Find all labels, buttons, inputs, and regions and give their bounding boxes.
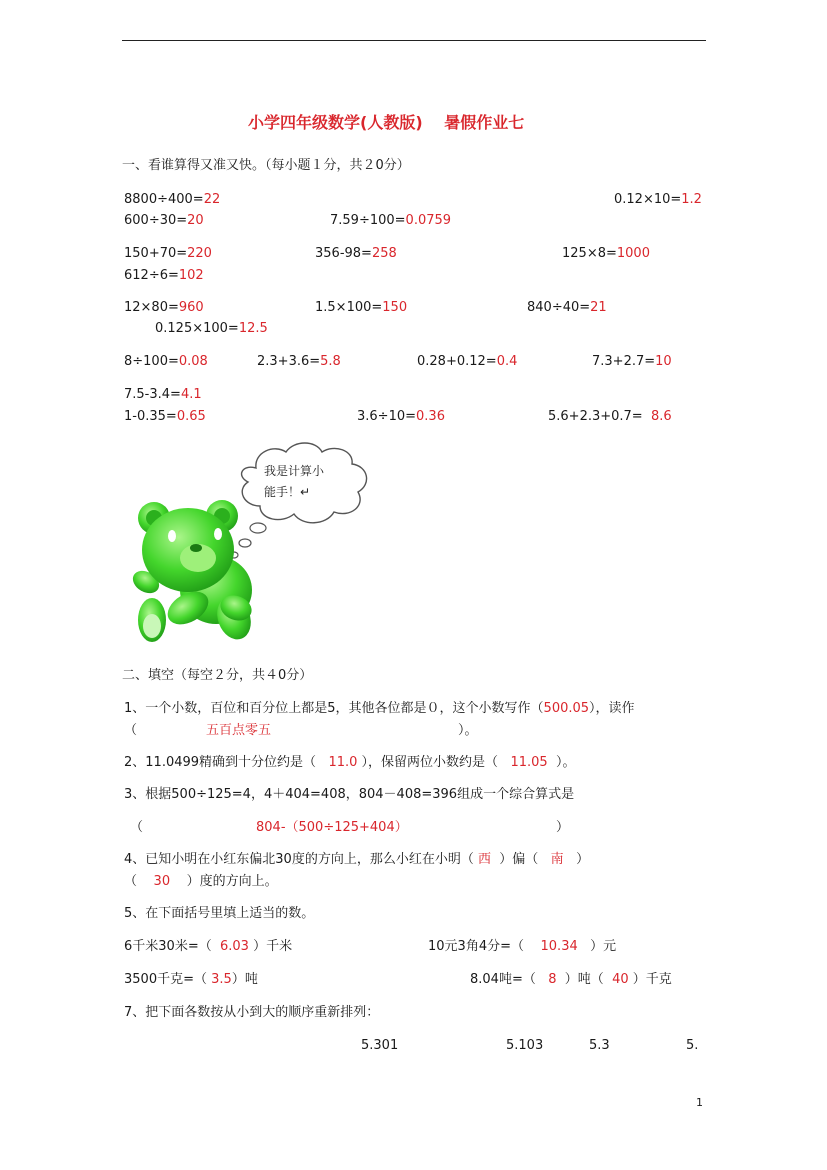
q7-heading: 7、把下面各数按从小到大的顺序重新排列： xyxy=(124,1005,380,1020)
q1-close: ）。 xyxy=(458,723,478,738)
q2-line: 2、11.0499精确到十分位约是（ 11.0 ），保留两位小数约是（ 11.05 ）。 xyxy=(124,755,576,770)
calc-600: 600÷30=20 xyxy=(124,213,204,228)
calc-0.28: 0.28+0.12=0.4 xyxy=(417,354,518,369)
calc-2.3: 2.3+3.6=5.8 xyxy=(257,354,341,369)
green-bear xyxy=(129,500,257,644)
page-title: 小学四年级数学(人教版) 暑假作业七 xyxy=(248,113,525,132)
q5c: 3500千克=（ 3.5）吨 xyxy=(124,972,258,987)
bear-illustration xyxy=(126,440,376,646)
calc-0.12x10: 0.12×10=1.2 xyxy=(614,192,702,207)
q4-line2: （ 30 ）度的方向上。 xyxy=(124,874,278,889)
q5a: 6千米30米=（ 6.03 ）千米 xyxy=(124,939,293,954)
q7-num4: 5. xyxy=(686,1038,699,1053)
q1-line2: （ xyxy=(124,723,138,738)
q3-close: ） xyxy=(556,820,570,835)
q7-num1: 5.301 xyxy=(361,1038,399,1053)
calc-8div100: 8÷100=0.08 xyxy=(124,354,208,369)
q1-line1: 1、一个小数，百位和百分位上都是5，其他各位都是０，这个小数写作（500.05），读作 xyxy=(124,701,635,716)
bubble-line2: 能手！↵ xyxy=(264,485,311,499)
q5d: 8.04吨=（ 8 ）吨（ 40 ）千克 xyxy=(470,972,672,987)
q3-answer: 804-（500÷125+404） xyxy=(256,820,408,835)
section1-heading: 一、看谁算得又准又快。（每小题１分，共２0分） xyxy=(122,158,410,173)
q5b: 10元3角4分=（ 10.34 ）元 xyxy=(428,939,617,954)
thought-bubble xyxy=(230,443,367,558)
calc-5.6: 5.6+2.3+0.7= 8.6 xyxy=(548,409,672,424)
q3-line1: 3、根据500÷125=4，4＋404=408，804－408=396组成一个综合算式是 xyxy=(124,787,575,802)
q5-heading: 5、在下面括号里填上适当的数。 xyxy=(124,906,315,921)
calc-1-0.35: 1-0.35=0.65 xyxy=(124,409,206,424)
q3-open: （ xyxy=(130,820,144,835)
calc-7.3: 7.3+2.7=10 xyxy=(592,354,672,369)
calc-150: 150+70=220 xyxy=(124,246,212,261)
q7-num3: 5.3 xyxy=(589,1038,610,1053)
calc-612: 612÷6=102 xyxy=(124,268,204,283)
q7-num2: 5.103 xyxy=(506,1038,544,1053)
header-rule xyxy=(122,40,706,41)
q4-line1: 4、已知小明在小红东偏北30度的方向上，那么小红在小明（ 西 ）偏（ 南 ） xyxy=(124,852,590,867)
q1-answer-reading: 五百点零五 xyxy=(206,723,272,738)
calc-3.6: 3.6÷10=0.36 xyxy=(357,409,445,424)
page-number: 1 xyxy=(696,1096,703,1109)
calc-125x8: 125×8=1000 xyxy=(562,246,650,261)
calc-1.5x100: 1.5×100=150 xyxy=(315,300,408,315)
calc-840: 840÷40=21 xyxy=(527,300,607,315)
bubble-line1: 我是计算小 xyxy=(264,464,325,478)
calc-356: 356-98=258 xyxy=(315,246,397,261)
calc-7.5: 7.5-3.4=4.1 xyxy=(124,387,202,402)
section2-heading: 二、填空（每空２分，共４0分） xyxy=(122,668,313,683)
calc-12x80: 12×80=960 xyxy=(124,300,204,315)
calc-8800: 8800÷400=22 xyxy=(124,192,221,207)
calc-7.59: 7.59÷100=0.0759 xyxy=(330,213,452,228)
calc-0.125: 0.125×100=12.5 xyxy=(155,321,268,336)
